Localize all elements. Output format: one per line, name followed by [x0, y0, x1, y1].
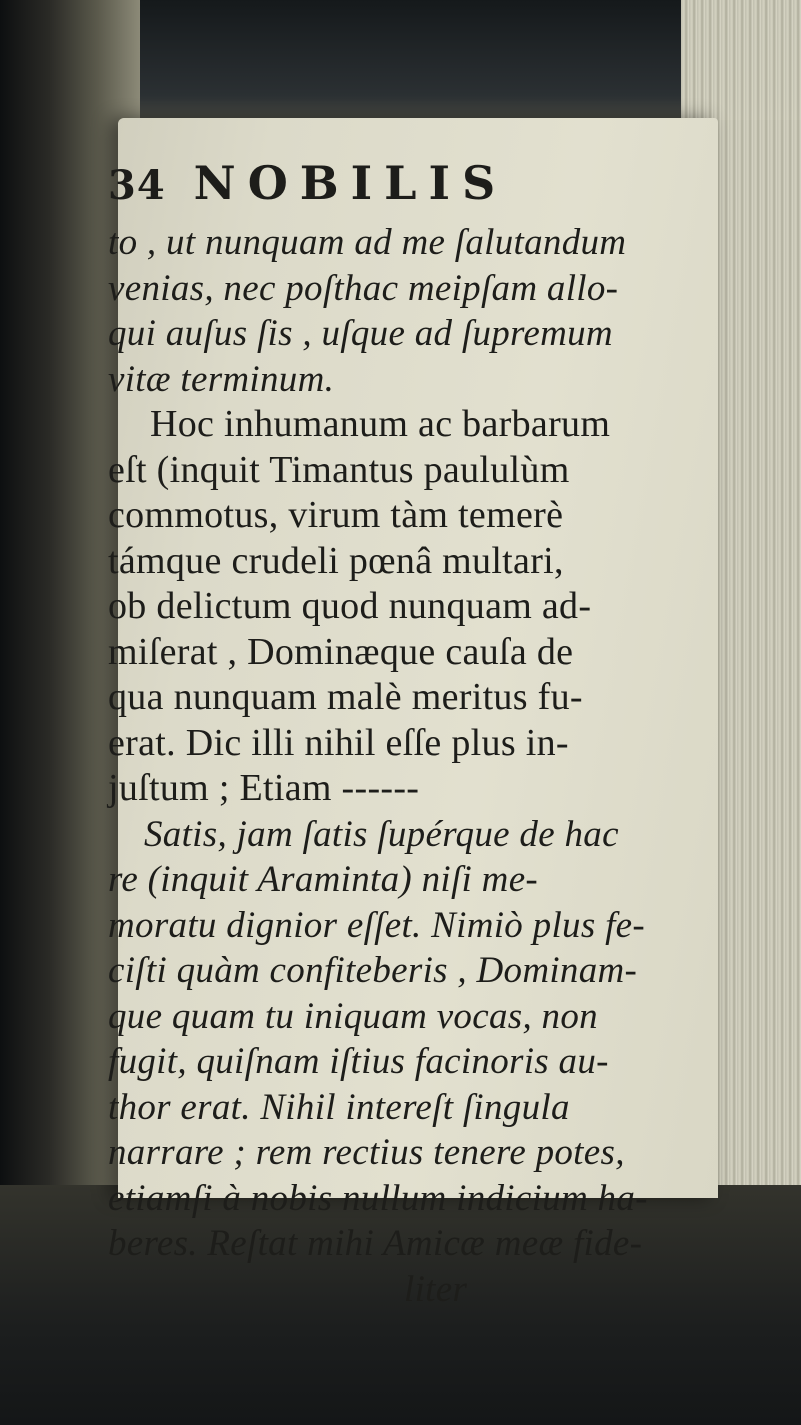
text-line: beres. Reſtat mihi Amicæ meæ fide-	[108, 1223, 643, 1264]
text-line: miſerat , Dominæque cauſa de	[108, 630, 574, 673]
text-line: venias, nec poſthac meipſam allo-	[108, 267, 619, 309]
page-header	[108, 156, 668, 218]
text-line: juſtum ; Etiam ------	[108, 767, 420, 809]
text-line: thor erat. Nihil intereſt ſingula	[108, 1086, 570, 1128]
text-line: qua nunquam malè meritus fu-	[108, 676, 583, 718]
text-line: Satis, jam ſatis ſupérque de hac	[144, 813, 619, 855]
text-line: Hoc inhumanum ac barbarum	[150, 403, 611, 445]
text-line: támque crudeli pœnâ multari,	[108, 539, 564, 582]
text-line: fugit, quiſnam iſtius facinoris au-	[108, 1041, 609, 1082]
catchword: liter	[404, 1268, 468, 1310]
text-line: ob delictum quod nunquam ad-	[108, 585, 592, 627]
text-line: eſt (inquit Timantus paululùm	[108, 448, 570, 491]
text-line: que quam tu iniquam vocas, non	[108, 995, 598, 1037]
text-line: re (inquit Araminta) niſi me-	[108, 859, 539, 900]
running-head: NOBILIS	[193, 156, 508, 210]
text-line: commotus, virum tàm temerè	[108, 494, 564, 536]
text-line: narrare ; rem rectius tenere potes,	[108, 1132, 625, 1173]
text-line: erat. Dic illi nihil eſſe plus in-	[108, 721, 569, 764]
text-line: ciſti quàm confiteberis , Dominam-	[108, 950, 638, 991]
text-line: to , ut nunquam ad me ſalutandum	[108, 222, 627, 263]
text-line: etiamſi à nobis nullum indicium ha-	[108, 1177, 648, 1219]
text-line: moratu dignior eſſet. Nimiò plus fe-	[108, 904, 646, 946]
page-text	[108, 156, 668, 1312]
text-line: qui auſus ſis , uſque ad ſupremum	[108, 313, 613, 354]
text-line: vitæ terminum.	[108, 358, 335, 400]
page-number: 34	[108, 162, 166, 209]
